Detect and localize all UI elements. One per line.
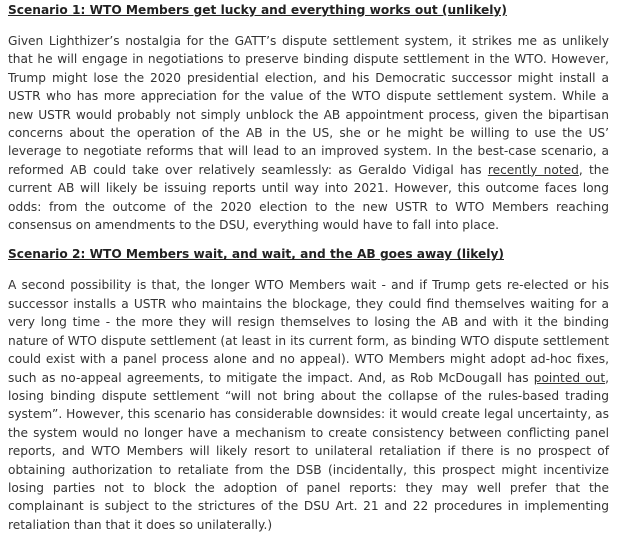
scenario-2-heading: Scenario 2: WTO Members wait, and wait, and the AB goes away (likely): [8, 247, 504, 262]
recently-noted-link[interactable]: recently noted: [487, 162, 579, 177]
scenario-1-paragraph: [8, 32, 609, 234]
scenario-1-text-start: Given Lighthizer’s nostalgia for the GATT’s dispute settlement system, it strikes me as unlikely that he will engage in negotiations to preserve binding dispute settlement in the WTO. However, Trump might lose the 2020 presidential election, and his Democratic successor might install a USTR who has more appreciation for the value of the WTO dispute settlement system. While a new USTR would probably not simply unblock the AB appointment process, given the bipartisan concerns about the operation of the AB in the US, she or he might be willing to use the US’ leverage to negotiate reforms that will lead to an improved system. In the best-case scenario, a reformed AB could take over relatively seamlessly: as Geraldo Vidigal has: [8, 34, 609, 177]
scenario-1-text-end: , the current AB will likely be issuing reports until way into 2021. However, this outcome faces long odds: from the outcome of the 2020 election to the new USTR to WTO Members reaching consensus on amendments to the DSU, everything would have to fall into place.: [8, 162, 610, 233]
scenario-1-heading: Scenario 1: WTO Members get lucky and everything works out (unlikely): [8, 3, 507, 17]
scenario-2-paragraph: [8, 276, 609, 534]
scenario-2-text-start: A second possibility is that, the longer WTO Members wait - and if Trump gets re-elected or his successor installs a USTR who maintains the blockage, they could find themselves waiting for a very long time - the more they will resign themselves to losing the AB and with it the binding nature of WTO dispute settlement (at least in its current form, as binding WTO dispute settlement could exist with a panel process alone and no appeal). WTO Members might adopt ad-hoc fixes, such as no-appeal agreements, to mitigate the impact. And, as Rob McDougall has: [8, 278, 609, 385]
pointed-out-link[interactable]: pointed out: [533, 370, 606, 385]
scenario-2-text-end: , losing binding dispute settlement “will not bring about the collapse of the rules-based trading system”. However, this scenario has considerable downsides: it would create legal uncertainty, as the system would no longer have a mechanism to create consistency between conflicting panel reports, and WTO Members will likely resort to unilateral retaliation if there is no prospect of obtaining authorization to retaliate from the DSB (incidentally, this prospect might incentivize losing parties not to block the adoption of panel reports: they may well prefer that the complainant is subject to the strictures of the DSU Art. 21 and 22 procedures in implementing retaliation than that it does so unilaterally.): [8, 370, 609, 532]
